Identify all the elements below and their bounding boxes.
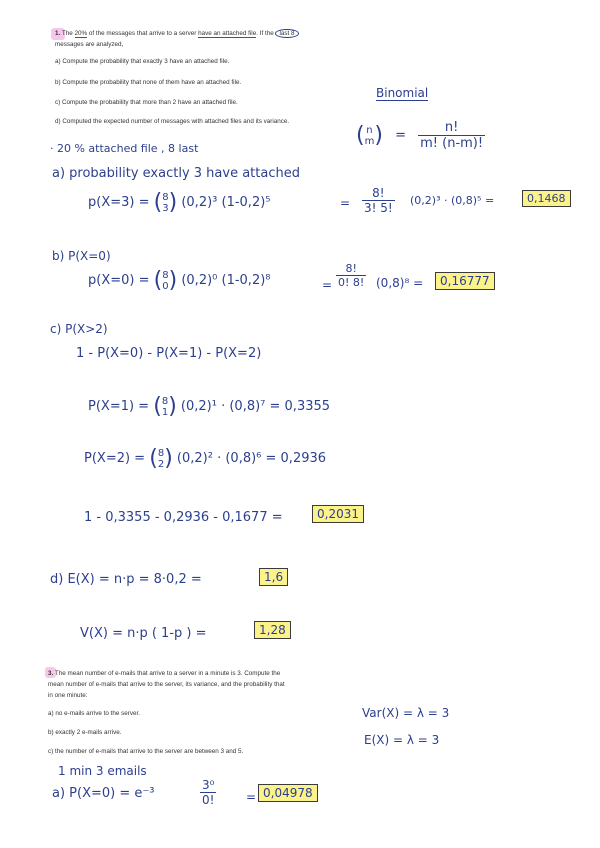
solution1-b-frac <box>336 262 366 289</box>
solution1-d-vx-result: 1,28 <box>254 621 291 639</box>
binomial-formula: ( n m) = $\frac{n!}{m! (n-m)!}$ <box>356 120 484 151</box>
solution1-b-terms2: (0,8)⁸ = <box>376 276 424 290</box>
problem1-intro <box>55 30 299 38</box>
solution1-a-binom-top: 8 <box>162 191 169 203</box>
problem1-item-c: c) Compute the probability that more than 2 have an attached file. <box>55 99 238 106</box>
problem1-intro-c: . If the <box>256 30 276 37</box>
binomial-numerator: n! <box>418 120 485 136</box>
problem3-number: 3. <box>48 670 54 677</box>
solution1-b-lhs: p(X=0) = <box>88 273 150 288</box>
solution1-c-result: 0,2031 <box>312 505 364 523</box>
solution1-given: · 20 % attached file , 8 last <box>50 142 199 155</box>
solution1-a-terms2: (0,2)³ · (0,8)⁵ = <box>410 194 495 207</box>
binomial-n: n <box>366 124 373 136</box>
solution1-b-eq: = <box>322 278 333 292</box>
problem3-line2: mean number of e-mails that arrive to the server, its variance, and the probability that <box>48 681 285 688</box>
solution1-c-p1-binom-bottom: 1 <box>161 406 169 418</box>
solution1-b-label: b) P(X=0) <box>52 249 111 263</box>
solution3-a-eq: = <box>246 790 257 804</box>
problem3-item-c: c) the number of e-mails that arrive to the server are between 3 and 5. <box>48 748 244 755</box>
problem3-line1-text: The mean number of e-mails that arrive to a server in a minute is 3. Compute the <box>54 670 281 677</box>
solution1-c-p1: P(X=1) = (8 1) (0,2)¹ · (0,8)⁷ = 0,3355 <box>88 394 331 419</box>
binomial-denominator: m! (n-m)! <box>420 136 484 151</box>
solution3-given: 1 min 3 emails <box>58 764 147 778</box>
solution1-a-frac <box>362 186 395 215</box>
binomial-equals: = <box>395 128 406 143</box>
solution1-c-label: c) P(X>2) <box>50 322 108 336</box>
binomial-title: Binomial <box>376 86 429 100</box>
solution1-a-frac-num: 8! <box>362 186 395 201</box>
problem1-intro-line2: messages are analyzed, <box>55 41 124 48</box>
solution1-d-ex-result: 1,6 <box>259 568 288 586</box>
solution1-b-frac-den: 0! 8! <box>338 276 365 289</box>
solution3-a-frac <box>200 778 216 807</box>
problem3-item-b: b) exactly 2 e-mails arrive. <box>48 729 122 736</box>
solution1-d-ex: d) E(X) = n·p = 8·0,2 = <box>50 572 202 587</box>
solution1-b-result: 0,16777 <box>435 272 495 290</box>
problem1-item-d: d) Computed the expected number of messages with attached files and its variance. <box>55 118 290 125</box>
problem3-item-a: a) no e-mails arrive to the server. <box>48 710 141 717</box>
solution1-c-p1-terms: (0,2)¹ · (0,8)⁷ = 0,3355 <box>180 399 331 414</box>
solution1-c-p2-binom-bottom: 2 <box>157 458 165 470</box>
solution1-b-binom-bottom: 0 <box>162 280 169 292</box>
solution1-a-terms: (0,2)³ (1-0,2)⁵ <box>181 195 271 210</box>
solution1-b-work: p(X=0) = (8 0) (0,2)⁰ (1-0,2)⁸ <box>88 268 271 293</box>
problem1-pct: 20% <box>74 30 88 37</box>
problem1-number: 1. <box>55 30 61 37</box>
problem3-line1 <box>48 670 280 678</box>
problem1-last: last 8 <box>275 29 298 38</box>
solution3-a-frac-den: 0! <box>202 793 215 807</box>
solution1-a-lhs: p(X=3) = <box>88 195 150 210</box>
problem1-intro-a: The <box>61 30 75 37</box>
solution1-c-p1-lhs: P(X=1) = <box>88 399 150 414</box>
solution3-a-lhs: a) P(X=0) = e⁻³ <box>52 786 155 801</box>
solution1-b-frac-num: 8! <box>336 262 366 276</box>
problem1-item-b: b) Compute the probability that none of them have an attached file. <box>55 79 242 86</box>
solution3-ex: E(X) = λ = 3 <box>364 733 440 747</box>
solution1-c-p2-terms: (0,2)² · (0,8)⁶ = 0,2936 <box>176 451 327 466</box>
solution1-a-frac-den: 3! 5! <box>364 201 393 215</box>
solution3-var: Var(X) = λ = 3 <box>362 706 450 720</box>
solution1-a-label: a) probability exactly 3 have attached <box>52 166 300 181</box>
solution1-a-result: 0,1468 <box>522 190 571 207</box>
problem1-intro-b: of the messages that arrive to a server <box>87 30 199 37</box>
solution1-a-binom-bottom: 3 <box>162 202 169 214</box>
problem3-line3: in one minute: <box>48 692 88 699</box>
solution1-c-p2-binom-top: 8 <box>157 447 165 459</box>
solution3-a-result: 0,04978 <box>258 784 318 802</box>
solution1-a-work: p(X=3) = (8 3) (0,2)³ (1-0,2)⁵ <box>88 190 271 215</box>
problem1-underlined: have an attached file <box>198 30 257 37</box>
solution1-a-eq: = <box>340 196 351 210</box>
problem1-item-a: a) Compute the probability that exactly 3 have an attached file. <box>55 58 230 65</box>
solution1-b-terms: (0,2)⁰ (1-0,2)⁸ <box>181 273 271 288</box>
solution1-c-p2: P(X=2) = (8 2) (0,2)² · (0,8)⁶ = 0,2936 <box>84 446 327 471</box>
binomial-m: m <box>364 135 375 147</box>
solution1-c-line1: 1 - P(X=0) - P(X=1) - P(X=2) <box>76 346 262 361</box>
solution1-c-p2-lhs: P(X=2) = <box>84 451 146 466</box>
solution1-b-binom-top: 8 <box>162 269 169 281</box>
solution3-a-frac-num: 3⁰ <box>202 778 215 792</box>
solution1-c-p1-binom-top: 8 <box>161 395 169 407</box>
solution1-c-final: 1 - 0,3355 - 0,2936 - 0,1677 = <box>84 510 283 525</box>
solution1-d-vx: V(X) = n·p ( 1-p ) = <box>80 626 207 641</box>
